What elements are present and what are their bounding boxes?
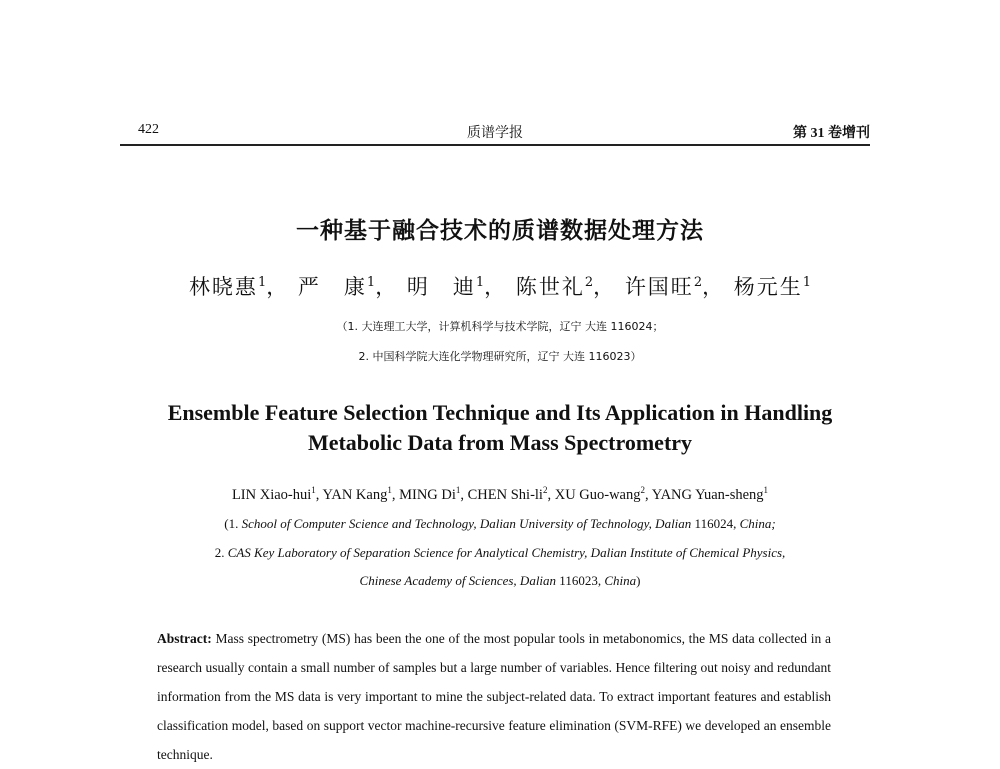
aff1-institution: School of Computer Science and Technology, Dalian University of Technology, Dalian bbox=[241, 516, 692, 531]
aff2-prefix: 2. bbox=[214, 545, 228, 560]
cn-author-sup: 1 bbox=[257, 275, 267, 290]
running-header bbox=[120, 120, 870, 146]
en-author-sup: 1 bbox=[455, 485, 461, 495]
en-author-name: LIN Xiao-hui bbox=[231, 486, 312, 503]
chinese-title: 一种基于融合技术的质谱数据处理方法 bbox=[296, 218, 704, 244]
abstract-label: Abstract: bbox=[157, 631, 212, 646]
en-author-name: XU Guo-wang bbox=[554, 486, 641, 503]
cn-author-name: 林晓惠 bbox=[188, 275, 258, 299]
cn-author-sup: 1 bbox=[366, 275, 376, 290]
cn-author-name: 严 康 bbox=[297, 275, 367, 299]
english-affiliation-3 bbox=[0, 573, 1000, 589]
cn-author-sup: 1 bbox=[475, 275, 485, 290]
page-number: 422 bbox=[138, 122, 159, 137]
english-title-line-2: Metabolic Data from Mass Spectrometry bbox=[307, 430, 693, 455]
cn-author-name: 陈世礼 bbox=[515, 275, 585, 299]
english-affiliation-1 bbox=[0, 516, 1000, 532]
english-title-line-1: Ensemble Feature Selection Technique and Its Application in Handling bbox=[167, 400, 833, 425]
aff2-institution: CAS Key Laboratory of Separation Science for Analytical Chemistry, Dalian Institute of Chemical Physics, bbox=[227, 545, 786, 560]
cn-author-sup: 2 bbox=[693, 275, 703, 290]
chinese-affiliation-1: （1. 大连理工大学，计算机科学与技术学院，辽宁 大连 116024； bbox=[336, 320, 664, 333]
aff3-suffix: ) bbox=[636, 573, 641, 588]
en-author-sup: 1 bbox=[311, 485, 316, 495]
cn-author-sup: 1 bbox=[802, 275, 812, 290]
english-authors: LIN Xiao-hui$^1$, YAN Kang$^1$, MING Di$^1$, CHEN Shi-$li^2$, XU Guo-wang$^2$, YANG Yuan-sheng$^1$ bbox=[231, 485, 769, 503]
en-author-sup: 2 bbox=[640, 485, 645, 495]
abstract-text: Mass spectrometry (MS) has been the one of the most popular tools in metabonomics, the MS data collected in a research usually contain a small number of samples but a large number of variables. Hence filtering out noisy and redundant information from the MS data is very important to mine the subject-related data. To extract important features and establish classification model, based on support vector machine-recursive feature elimination (SVM-RFE) we developed an ensemble technique. bbox=[157, 631, 831, 762]
en-author-name: MING Di bbox=[399, 486, 456, 503]
cn-author-name: 明 迪 bbox=[406, 275, 476, 299]
en-author-name: CHEN Shi-li bbox=[467, 486, 543, 503]
volume-info: 第 31 卷增刊 bbox=[793, 126, 870, 141]
aff1-prefix: (1. bbox=[224, 516, 242, 531]
en-author-name: YANG Yuan-sheng bbox=[651, 486, 764, 503]
cn-author-sup: 2 bbox=[584, 275, 594, 290]
english-affiliation-2 bbox=[0, 545, 1000, 561]
en-author-name: YAN Kang bbox=[322, 486, 388, 503]
aff3-institution: Chinese Academy of Sciences, Dalian bbox=[359, 573, 557, 588]
abstract bbox=[157, 624, 831, 769]
en-author-sup: 2 bbox=[542, 485, 548, 495]
english-title bbox=[0, 398, 1000, 458]
aff1-country: China; bbox=[739, 516, 776, 531]
aff3-postcode: 116023, bbox=[556, 573, 605, 588]
aff3-country: China bbox=[604, 573, 637, 588]
cn-author-name: 杨元生 bbox=[733, 275, 803, 299]
cn-author-name: 许国旺 bbox=[624, 275, 694, 299]
en-author-sup: 1 bbox=[763, 485, 769, 495]
chinese-affiliation-2: 2. 中国科学院大连化学物理研究所，辽宁 大连 116023） bbox=[358, 350, 642, 363]
journal-name: 质谱学报 bbox=[467, 126, 523, 141]
chinese-authors: 林晓惠$^1$， 严 康$^1$， 明 迪$^1$， 陈世礼$^2$， 许国旺$^2$， 杨元生$^1$ bbox=[188, 275, 812, 299]
aff1-postcode: 116024, bbox=[691, 516, 740, 531]
en-author-sup: 1 bbox=[387, 485, 392, 495]
